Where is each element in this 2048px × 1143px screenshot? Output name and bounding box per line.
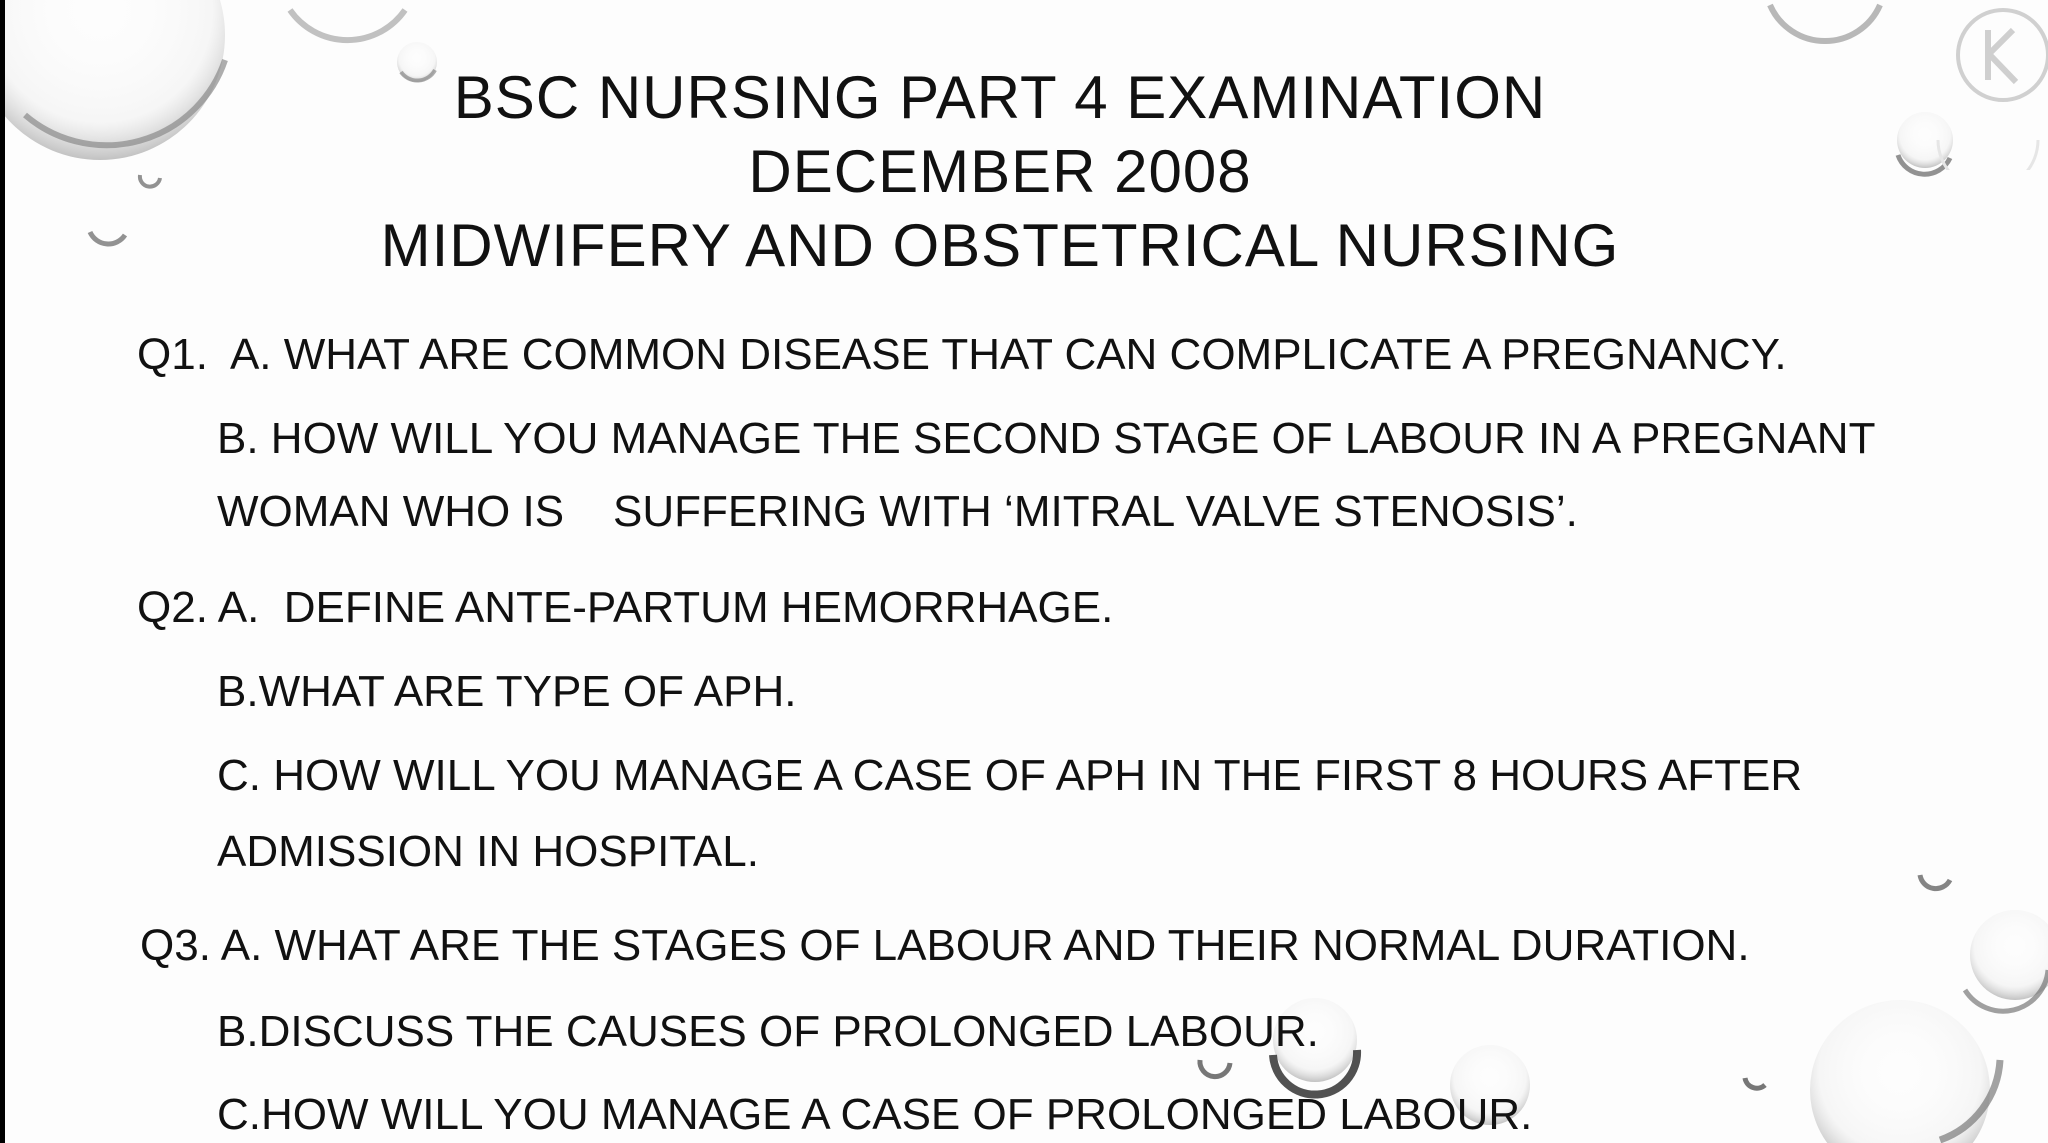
question-2a: Q2. A. DEFINE ANTE-PARTUM HEMORRHAGE. — [137, 583, 1114, 632]
question-3a: Q3. A. WHAT ARE THE STAGES OF LABOUR AND THEIR NORMAL DURATION. — [140, 921, 1750, 970]
question-2b: B.WHAT ARE TYPE OF APH. — [217, 667, 797, 716]
question-2c-line2: ADMISSION IN HOSPITAL. — [217, 827, 759, 876]
question-2c-line1: C. HOW WILL YOU MANAGE A CASE OF APH IN THE FIRST 8 HOURS AFTER — [217, 751, 1803, 800]
question-3c: C.HOW WILL YOU MANAGE A CASE OF PROLONGED LABOUR. — [217, 1090, 1533, 1139]
question-1a: Q1. A. WHAT ARE COMMON DISEASE THAT CAN COMPLICATE A PREGNANCY. — [137, 330, 1787, 379]
exam-date: DECEMBER 2008 — [748, 138, 1252, 205]
exam-title: BSC NURSING PART 4 EXAMINATION — [453, 64, 1547, 131]
question-3b: B.DISCUSS THE CAUSES OF PROLONGED LABOUR. — [217, 1007, 1319, 1056]
question-1b-line2: WOMAN WHO IS SUFFERING WITH ‘MITRAL VALVE STENOSIS’. — [217, 487, 1578, 536]
exam-subject: MIDWIFERY AND OBSTETRICAL NURSING — [380, 212, 1620, 279]
question-1b-line1: B. HOW WILL YOU MANAGE THE SECOND STAGE OF LABOUR IN A PREGNANT — [217, 414, 1876, 463]
exam-slide — [5, 0, 2048, 1143]
